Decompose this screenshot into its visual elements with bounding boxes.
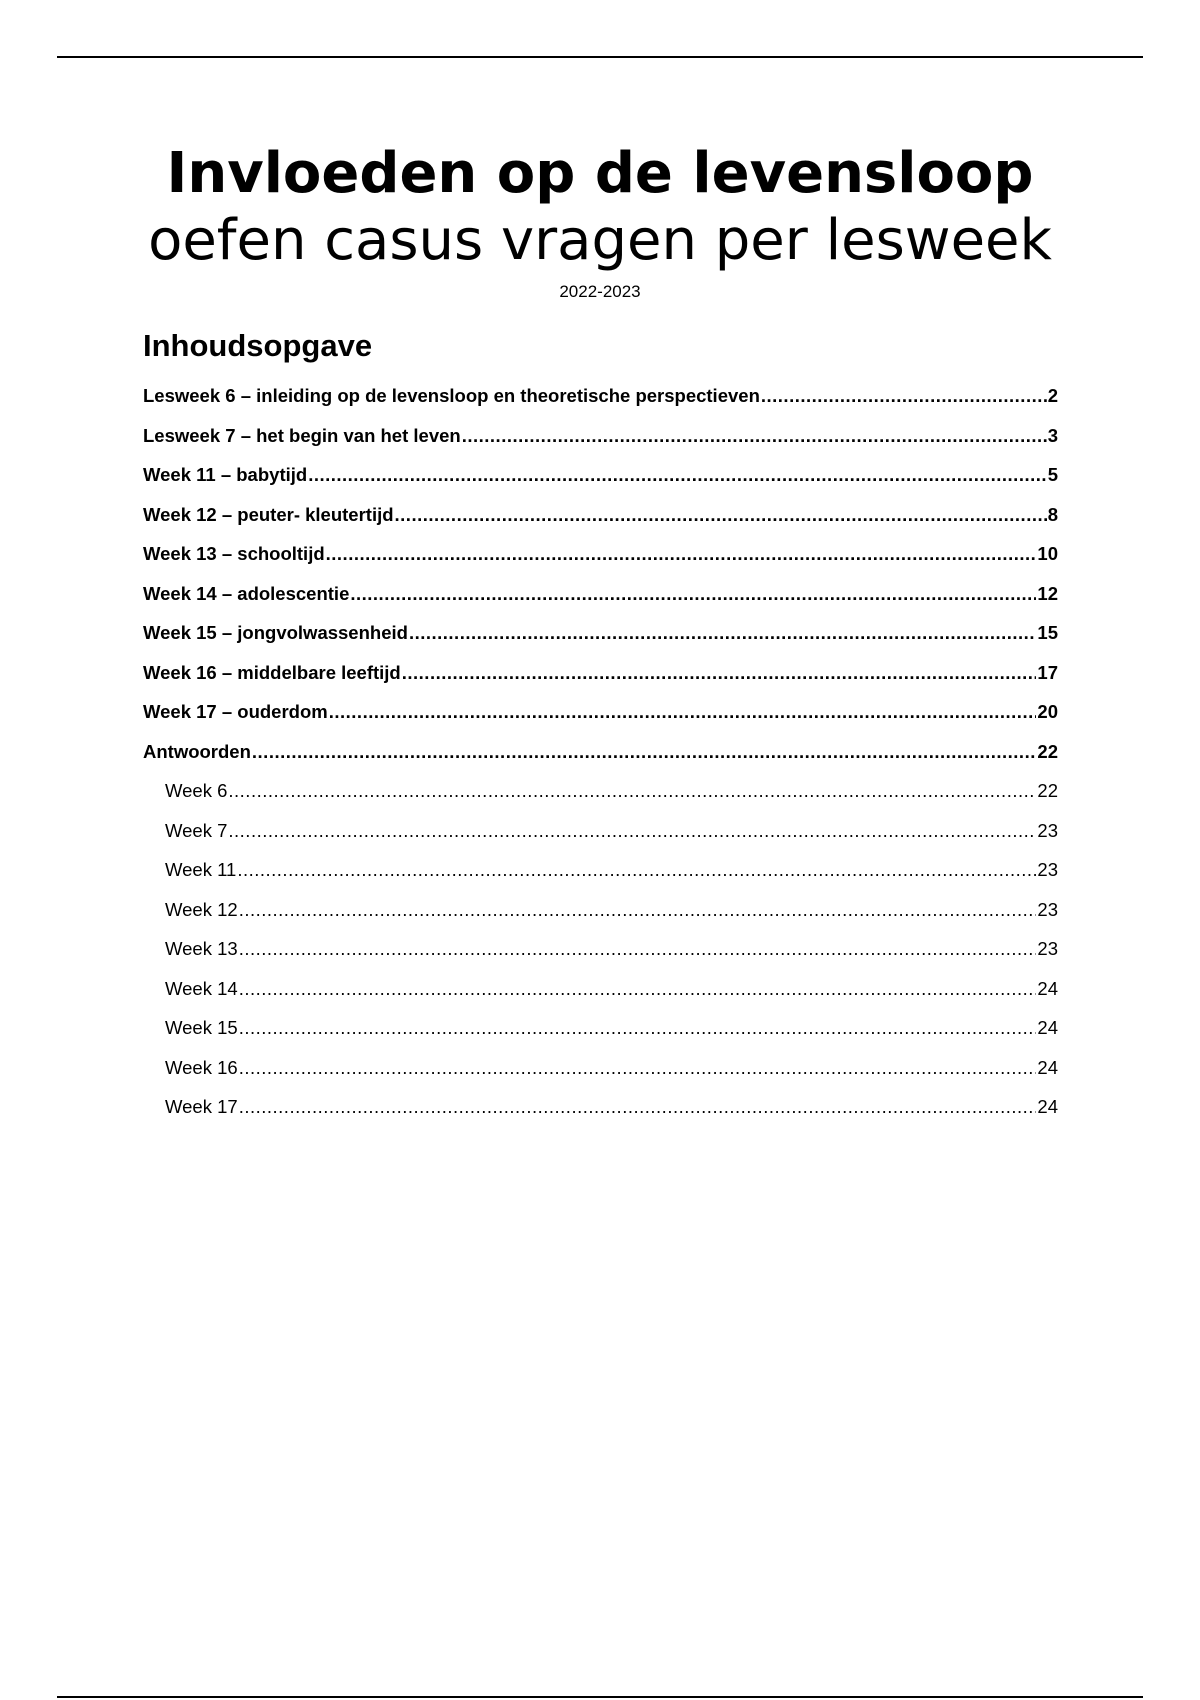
- toc-entry-page-number: 22: [1037, 780, 1058, 801]
- toc-entry-label: Lesweek 6 – inleiding op de levensloop en theoretische perspectieven: [143, 385, 760, 406]
- toc-entry-label: Week 14: [165, 977, 238, 999]
- toc-entry-page-number: 22: [1037, 740, 1058, 762]
- toc-entry-label: Week 16: [165, 1056, 238, 1078]
- toc-entry-label: Week 12 – peuter- kleutertijd: [143, 503, 394, 525]
- toc-entry-page-number: 12: [1037, 582, 1058, 604]
- toc-entry-label: Week 11: [165, 859, 237, 880]
- toc-entry-page-number: 23: [1037, 938, 1058, 959]
- toc-entry-page-number: 5: [1047, 464, 1058, 485]
- toc-entry[interactable]: [143, 732, 1058, 772]
- toc-entry[interactable]: [143, 534, 1058, 574]
- toc-entry-label: Week 13: [165, 938, 238, 959]
- toc-dot-leader: [239, 1087, 1037, 1127]
- toc-dot-leader: [228, 811, 1036, 851]
- toc-dot-leader: [462, 416, 1047, 456]
- toc-dot-leader: [395, 495, 1047, 535]
- toc-entry-label: Week 13 – schooltijd: [143, 543, 325, 564]
- toc-entry[interactable]: [143, 1008, 1058, 1048]
- toc-entry-label: Week 12: [165, 898, 238, 920]
- toc-entry-page-number: 24: [1037, 1017, 1058, 1038]
- toc-entry[interactable]: [143, 850, 1058, 890]
- document-subtitle: oefen casus vragen per lesweek: [148, 208, 1052, 273]
- toc-entry-label: Antwoorden: [143, 740, 251, 762]
- toc-entry-label: Week 15 – jongvolwassenheid: [143, 622, 408, 643]
- header-rule: [57, 56, 1143, 58]
- toc-entry-page-number: 24: [1037, 1056, 1058, 1078]
- toc-entry-label: Week 14 – adolescentie: [143, 582, 350, 604]
- toc-entry-page-number: 23: [1037, 898, 1058, 920]
- toc-entry[interactable]: [143, 692, 1058, 732]
- toc-entry-page-number: 23: [1037, 859, 1058, 880]
- toc-entry[interactable]: [143, 574, 1058, 614]
- toc-entry-page-number: 24: [1037, 977, 1058, 999]
- toc-entry-page-number: 8: [1047, 503, 1058, 525]
- toc-entry-label: Lesweek 7 – het begin van het leven: [143, 424, 461, 446]
- toc-entry-page-number: 20: [1037, 701, 1058, 722]
- toc-dot-leader: [329, 692, 1037, 732]
- toc-entry[interactable]: [143, 613, 1058, 653]
- footer-rule: [57, 1696, 1143, 1698]
- table-of-contents: [143, 376, 1058, 1127]
- document-year: 2022-2023: [559, 282, 641, 301]
- document-title: Invloeden op de levensloop: [166, 141, 1034, 206]
- toc-dot-leader: [308, 455, 1047, 495]
- toc-entry[interactable]: [143, 811, 1058, 851]
- toc-entry[interactable]: [143, 771, 1058, 811]
- toc-dot-leader: [239, 890, 1037, 930]
- toc-entry-label: Week 16 – middelbare leeftijd: [143, 661, 401, 683]
- toc-entry[interactable]: [143, 1048, 1058, 1088]
- toc-entry-page-number: 24: [1037, 1096, 1058, 1117]
- toc-entry[interactable]: [143, 929, 1058, 969]
- toc-dot-leader: [239, 1048, 1037, 1088]
- toc-entry[interactable]: [143, 376, 1058, 416]
- title-block: [0, 140, 1200, 304]
- toc-dot-leader: [761, 376, 1047, 416]
- toc-dot-leader: [228, 771, 1036, 811]
- toc-dot-leader: [409, 613, 1036, 653]
- toc-dot-leader: [350, 574, 1036, 614]
- toc-entry[interactable]: [143, 495, 1058, 535]
- toc-entry-label: Week 17 – ouderdom: [143, 701, 328, 722]
- toc-entry-page-number: 3: [1047, 424, 1058, 446]
- toc-dot-leader: [237, 850, 1036, 890]
- toc-dot-leader: [239, 969, 1037, 1009]
- toc-dot-leader: [402, 653, 1037, 693]
- toc-dot-leader: [239, 929, 1037, 969]
- toc-entry[interactable]: [143, 890, 1058, 930]
- toc-dot-leader: [239, 1008, 1037, 1048]
- toc-entry[interactable]: [143, 455, 1058, 495]
- toc-entry-label: Week 6: [165, 780, 228, 801]
- toc-dot-leader: [252, 732, 1037, 772]
- toc-entry-label: Week 17: [165, 1096, 238, 1117]
- toc-entry[interactable]: [143, 416, 1058, 456]
- toc-entry-label: Week 7: [165, 819, 228, 841]
- toc-entry-page-number: 2: [1047, 385, 1058, 406]
- toc-dot-leader: [326, 534, 1037, 574]
- toc-heading: Inhoudsopgave: [143, 328, 373, 363]
- toc-entry-label: Week 11 – babytijd: [143, 464, 308, 485]
- toc-entry-page-number: 23: [1037, 819, 1058, 841]
- toc-entry-page-number: 10: [1037, 543, 1058, 564]
- toc-entry[interactable]: [143, 969, 1058, 1009]
- toc-entry-label: Week 15: [165, 1017, 238, 1038]
- toc-entry-page-number: 15: [1037, 622, 1058, 643]
- toc-entry[interactable]: [143, 1087, 1058, 1127]
- toc-entry[interactable]: [143, 653, 1058, 693]
- toc-entry-page-number: 17: [1037, 661, 1058, 683]
